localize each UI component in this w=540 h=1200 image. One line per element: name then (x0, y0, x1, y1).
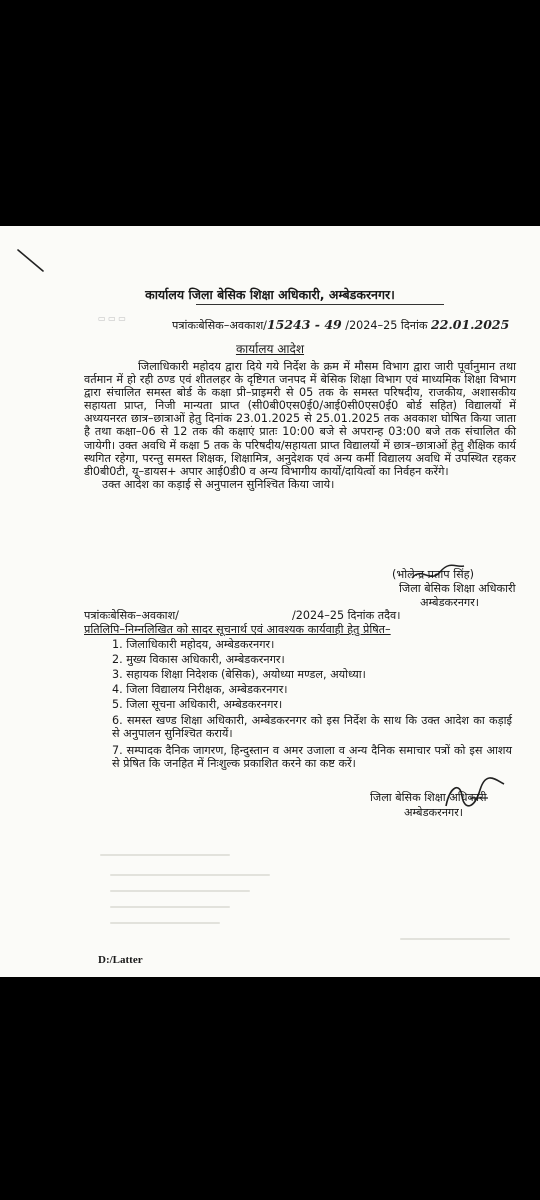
ref2-suffix: /2024–25 दिनांक तदैव। (292, 609, 401, 622)
signatory-place: अम्बेडकरनगर। (420, 596, 480, 609)
order-body (84, 360, 516, 491)
order-paragraph-1: जिलाधिकारी महोदय द्वारा दिये गये निर्देश के क्रम में मौसम विभाग द्वारा जारी पूर्वानुमान तथा वर्तमान में हो रही ठण्ड एवं शीतलहर के दृष्टिगत जनपद में बेसिक शिक्षा विभाग एवं माध्यमिक शिक्षा विभाग द्वारा संचालित समस्त बोर्ड के कक्षा प्री–प्राइमरी से 05 तक के समस्त परिषदीय, राजकीय, अशासकीय सहायता प्राप्त, निजी मान्यता प्राप्त (सी0बी0एस0ई0/आई0सी0एस0ई0 बोर्ड सहित) विद्यालयों में अध्ययनरत छात्र–छात्राओं हेतु दिनांक 23.01.2025 से 25.01.2025 तक अवकाश घोषित किया जाता है तथा कक्षा–06 से 12 तक की कक्षाएं प्रातः 10:00 बजे से अपरान्ह 03:00 बजे तक संचालित की जायेगी। उक्त अवधि में कक्षा 5 तक के परिषदीय/सहायता प्राप्त विद्यालयों में छात्र–छात्राओं हेतु शैक्षिक कार्य स्थगित रहेगा, परन्तु समस्त शिक्षक, शिक्षामित्र, अनुदेशक एवं अन्य कर्मी विद्यालय अवधि में उपस्थित रहकर डी0बी0टी, यू–डायस+ अपार आई0डी0 व अन्य विभागीय कार्यो/दायित्वों का निर्वहन करेंगे। (84, 360, 516, 478)
ref2-prefix: पत्रांकःबेसिक–अवकाश/ (84, 609, 179, 622)
ref-prefix: पत्रांकःबेसिक–अवकाश/ (172, 319, 267, 332)
footer-path: D:/Latter (98, 954, 143, 966)
copy-item: 3. सहायक शिक्षा निदेशक (बेसिक), अयोध्या मण्डल, अयोध्या। (112, 668, 366, 681)
document-page (0, 226, 540, 977)
bleed-through (110, 890, 250, 892)
reference-line (172, 318, 509, 332)
copy-item: 4. जिला विद्यालय निरीक्षक, अम्बेडकरनगर। (112, 683, 288, 696)
signatory-designation: जिला बेसिक शिक्षा अधिकारी (399, 582, 516, 595)
office-heading: कार्यालय जिला बेसिक शिक्षा अधिकारी, अम्बेडकरनगर। (145, 287, 395, 302)
signatory-name: (भोलेन्द्र प्रताप सिंह) (392, 568, 474, 581)
bleed-through (110, 906, 230, 908)
bleed-through (400, 938, 510, 940)
copy-heading: प्रतिलिपि–निम्नलिखित को सादर सूचनार्थ एवं आवश्यक कार्यवाही हेतु प्रेषित– (84, 623, 391, 636)
copy-item: 7. सम्पादक दैनिक जागरण, हिन्दुस्तान व अमर उजाला व अन्य दैनिक समाचार पत्रों को इस आशय से प्रेषित कि जनहित में निःशुल्क प्रकाशित करने का कष्ट करें। (112, 744, 512, 770)
copy-item: 5. जिला सूचना अधिकारी, अम्बेडकरनगर। (112, 698, 283, 711)
copy-item: 2. मुख्य विकास अधिकारी, अम्बेडकरनगर। (112, 653, 285, 666)
bleed-through (100, 854, 230, 856)
ref-number: 15243 - 49 (266, 317, 342, 332)
faint-stamp: ▭ ▭ ▭ (98, 314, 126, 323)
copy-item: 1. जिलाधिकारी महोदय, अम्बेडकरनगर। (112, 638, 275, 651)
copy-item: 6. समस्त खण्ड शिक्षा अधिकारी, अम्बेडकरनगर को इस निर्देश के साथ कि उक्त आदेश का कड़ाई से अनुपालन सुनिश्चित करायें। (112, 714, 512, 740)
order-paragraph-2: उक्त आदेश का कड़ाई से अनुपालन सुनिश्चित किया जाये। (102, 477, 335, 491)
sign-block-line1: जिला बेसिक शिक्षा अधिकारी (370, 791, 487, 804)
order-title: कार्यालय आदेश (235, 342, 305, 356)
bleed-through (110, 922, 220, 924)
ref-date: 22.01.2025 (431, 317, 510, 332)
sign-block-line2: अम्बेडकरनगर। (404, 806, 464, 819)
ref-session: /2024–25 दिनांक (345, 319, 428, 332)
bleed-through (110, 874, 270, 876)
pen-mark (16, 248, 46, 274)
heading-underline (196, 304, 444, 305)
